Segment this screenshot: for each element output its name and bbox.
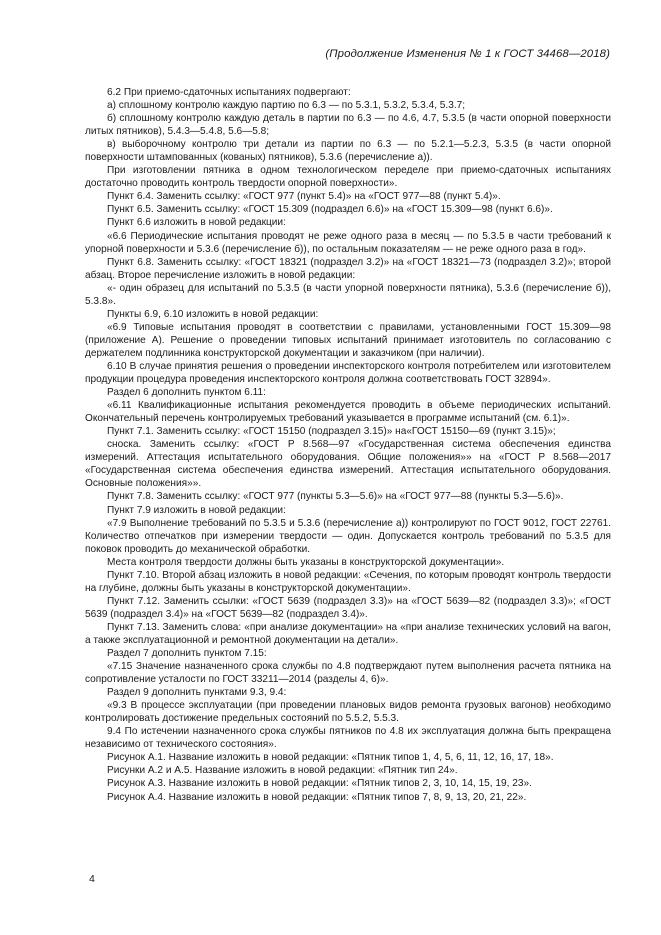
paragraph: Пункт 7.10. Второй абзац изложить в новой редакции: «Сечения, по которым проводят контроль твердости на глубине, должны быть указаны в конструкторской документации». <box>85 569 611 594</box>
paragraph: Пункт 6.8. Заменить ссылку: «ГОСТ 18321 (подраздел 3.2)» на «ГОСТ 18321—73 (подраздел 3.2)»; второй абзац. Второе перечисление изложить в новой редакции: <box>85 256 611 281</box>
paragraph: Пункт 7.1. Заменить ссылку: «ГОСТ 15150 (подраздел 3.15)» на«ГОСТ 15150—69 (пункт 3.15)»; <box>107 426 556 438</box>
paragraph: сноска. Заменить ссылку: «ГОСТ Р 8.568—97 «Государственная система обеспечения единства измерений. Аттестация испытательного оборудования. Общие положения»» на «ГОСТ Р 8.568—2017 «Государственная система обеспечения единства измерений. Аттестация испытательного оборудования. Основные положения»». <box>85 439 611 490</box>
paragraph: Пункт 7.9 изложить в новой редакции: <box>107 504 286 516</box>
paragraph: Раздел 9 дополнить пунктами 9.3, 9.4: <box>107 687 287 699</box>
paragraph: Места контроля твердости должны быть указаны в конструкторской документации». <box>107 556 505 568</box>
page-number: 4 <box>89 873 95 885</box>
paragraph: Пункт 6.5. Заменить ссылку: «ГОСТ 15.309 (подраздел 6.6)» на «ГОСТ 15.309—98 (пункт 6.6)». <box>107 204 553 216</box>
paragraph: «- один образец для испытаний по 5.3.5 (в части упорной поверхности пятника), 5.3.6 (перечисление б)), 5.3.8». <box>85 282 611 307</box>
paragraph: 6.10 В случае принятия решения о проведении инспекторского контроля потребителем или изготовителем продукции процедура проведения инспекторского контроля должна соответствовать ГОСТ 32894». <box>85 360 611 386</box>
paragraph: «6.11 Квалификационные испытания рекомендуется проводить в объеме периодических испытаний. Окончательный перечень контролируемых требований указывается в программе испытаний (см. 6.1)». <box>85 400 611 425</box>
paragraph: «6.6 Периодические испытания проводят не реже одного раза в месяц — по 5.3.5 в части требований к упорной поверхности и 5.3.6 (перечисление б)), по остальным показателям — не реже одного раза в год». <box>85 230 611 255</box>
paragraph: «6.9 Типовые испытания проводят в соответствии с правилами, установленными ГОСТ 15.309—98 (приложение А). Решение о проведении типовых испытаний принимает изготовитель по согласованию с держателем подлинника конструкторской документации и заказчиком (при наличии). <box>85 321 611 359</box>
paragraph: «9.3 В процессе эксплуатации (при проведении плановых видов ремонта грузовых вагонов) необходимо контролировать достижение предельных состояний по 5.5.2, 5.5.3. <box>85 700 611 725</box>
paragraph: «7.15 Значение назначенного срока службы по 4.8 подтверждают путем выполнения расчета пятника на сопротивление усталости по ГОСТ 33211—2014 (разделы 4, 6)». <box>85 661 611 686</box>
paragraph: Раздел 6 дополнить пунктом 6.11: <box>107 387 266 399</box>
paragraph: в) выборочному контролю три детали из партии по 6.3 — по 5.2.1—5.2.3, 5.3.5 (в части опорной поверхности штампованных (кованых) пятников), 5.3.6 (перечисление а)). <box>85 139 611 164</box>
page-header: (Продолжение Изменения № 1 к ГОСТ 34468—2018) <box>325 48 610 60</box>
paragraph: «7.9 Выполнение требований по 5.3.5 и 5.3.6 (перечисление а)) контролируют по ГОСТ 9012, ГОСТ 22761. Количество отпечатков при измерении твердости — один. Допускается контроль требований по 5.3.5 для поковок проводить до механической обработки. <box>85 517 611 555</box>
paragraph: При изготовлении пятника в одном технологическом переделе при приемо-сдаточных испытаниях достаточно проводить контроль твердости опорной поверхности». <box>85 165 611 190</box>
document-body <box>85 86 611 804</box>
paragraph: б) сплошному контролю каждую деталь в партии по 6.3 — по 4.6, 4.7, 5.3.5 (в части опорной поверхности литых пятников), 5.4.3—5.4.8, 5.6—5.8; <box>85 113 611 138</box>
paragraph: Раздел 7 дополнить пунктом 7.15: <box>107 648 267 660</box>
paragraph: Рисунок А.4. Название изложить в новой редакции: «Пятник типов 7, 8, 9, 13, 20, 21, 22». <box>107 791 527 803</box>
paragraph: 6.2 При приемо-сдаточных испытаниях подвергают: <box>107 87 351 98</box>
paragraph: Пункт 7.8. Заменить ссылку: «ГОСТ 977 (пункты 5.3—5.6)» на «ГОСТ 977—88 (пункты 5.3—5.6)». <box>107 491 564 503</box>
paragraph: Рисунок А.3. Название изложить в новой редакции: «Пятник типов 2, 3, 10, 14, 15, 19, 23». <box>107 778 532 790</box>
paragraph: Пункт 6.4. Заменить ссылку: «ГОСТ 977 (пункт 5.4)» на «ГОСТ 977—88 (пункт 5.4)». <box>107 191 501 203</box>
paragraph: Пункты 6.9, 6.10 изложить в новой редакции: <box>107 308 319 320</box>
paragraph: Пункт 7.12. Заменить ссылки: «ГОСТ 5639 (подраздел 3.3)» на «ГОСТ 5639—82 (подраздел 3.3)»; «ГОСТ 5639 (подраздел 3.4)» на «ГОСТ 5639—82 (подраздел 3.4)». <box>85 595 611 620</box>
paragraph: Рисунок А.1. Название изложить в новой редакции: «Пятник типов 1, 4, 5, 6, 11, 12, 16, 17, 18». <box>107 752 554 764</box>
paragraph: а) сплошному контролю каждую партию по 6.3 — по 5.3.1, 5.3.2, 5.3.4, 5.3.7; <box>107 100 466 112</box>
paragraph: Рисунки А.2 и А.5. Название изложить в новой редакции: «Пятник тип 24». <box>107 765 458 777</box>
paragraph: Пункт 7.13. Заменить слова: «при анализе документации» на «при анализе технических условий на вагон, а также эксплуатационной и ремонтной документации на детали». <box>85 621 611 646</box>
paragraph: Пункт 6.6 изложить в новой редакции: <box>107 217 286 229</box>
paragraph: 9.4 По истечении назначенного срока службы пятников по 4.8 их эксплуатация должна быть прекращена независимо от технического состояния». <box>85 726 611 751</box>
